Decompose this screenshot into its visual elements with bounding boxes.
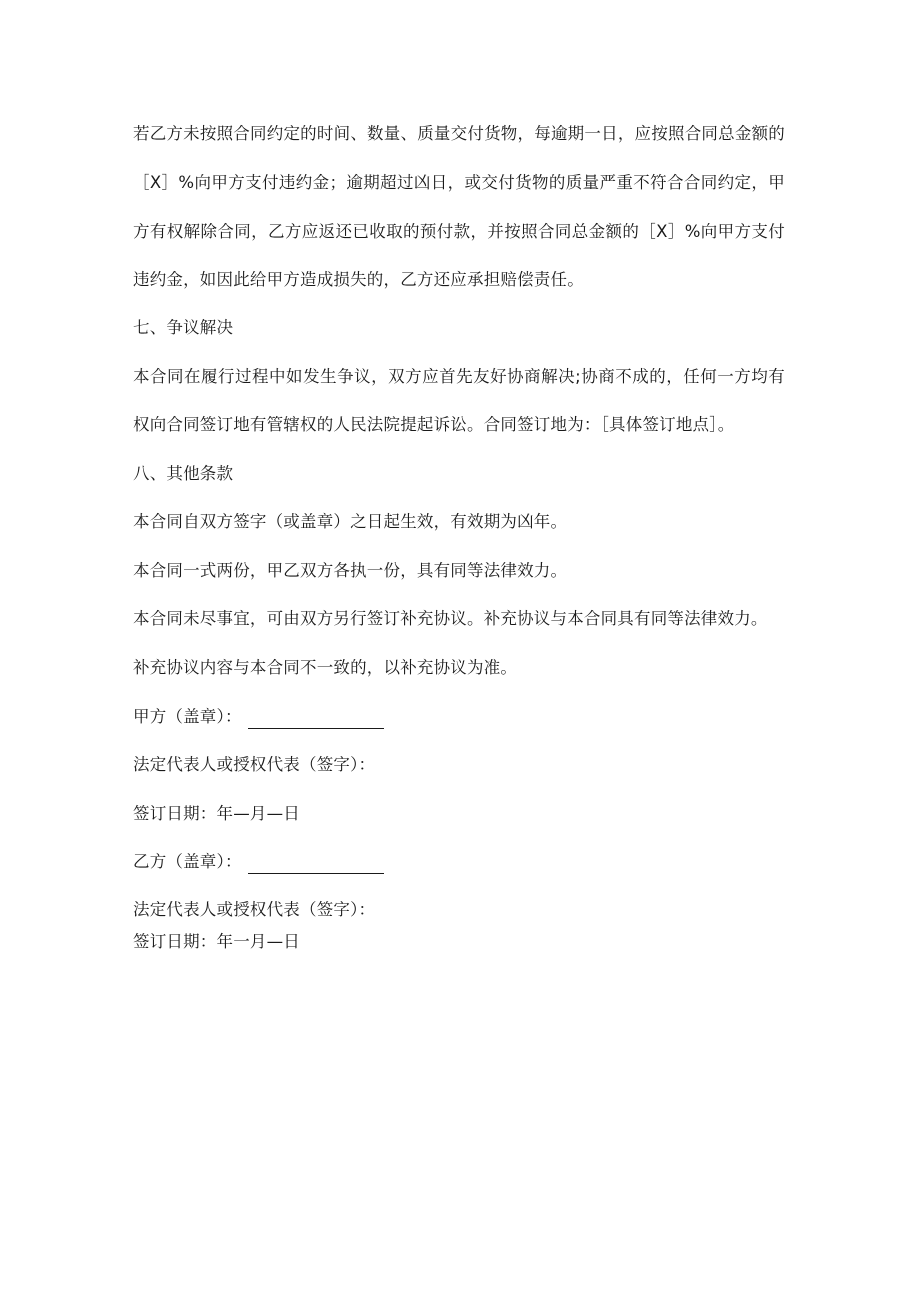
dispute-clause-line-2: 权向合同签订地有管辖权的人民法院提起诉讼。合同签订地为：［具体签订地点］。 [133,415,735,434]
party-a-seal-label: 甲方（盖章）： [133,707,242,726]
breach-clause-line-2: ［X］%向甲方支付违约金；逾期超过凶日，或交付货物的质量严重不符合合同约定，甲 [133,173,785,192]
other-terms-paragraph-4: 补充协议内容与本合同不一致的，以补充协议为准。 [133,658,518,677]
other-terms-paragraph-3: 本合同未尽事宜，可由双方另行签订补充协议。补充协议与本合同具有同等法律效力。 [133,609,768,628]
breach-clause-line-4: 违约金，如因此给甲方造成损失的，乙方还应承担赔偿责任。 [133,270,584,289]
party-b-representative-label: 法定代表人或授权代表（签字）： [133,900,376,919]
party-a-representative-label: 法定代表人或授权代表（签字）： [133,755,376,774]
section-8-heading: 八、其他条款 [133,464,234,483]
party-a-seal-blank [248,710,384,729]
party-b-seal-row [133,850,384,874]
breach-clause-line-1: 若乙方未按照合同约定的时间、数量、质量交付货物，每逾期一日，应按照合同总金额的 [133,124,785,143]
party-a-seal-row [133,705,384,729]
other-terms-paragraph-2: 本合同一式两份，甲乙双方各执一份，具有同等法律效力。 [133,561,568,580]
other-terms-paragraph-1: 本合同自双方签字（或盖章）之日起生效，有效期为凶年。 [133,512,568,531]
party-b-signing-date: 签订日期：年一月—日 [133,932,300,951]
party-b-seal-blank [248,855,384,874]
dispute-clause-line-1: 本合同在履行过程中如发生争议，双方应首先友好协商解决;协商不成的，任何一方均有 [133,367,785,386]
party-a-signing-date: 签订日期：年—月—日 [133,804,300,823]
breach-clause-line-3: 方有权解除合同，乙方应返还已收取的预付款，并按照合同总金额的［X］%向甲方支付 [133,222,785,241]
party-b-seal-label: 乙方（盖章）： [133,852,242,871]
section-7-heading: 七、争议解决 [133,318,234,337]
